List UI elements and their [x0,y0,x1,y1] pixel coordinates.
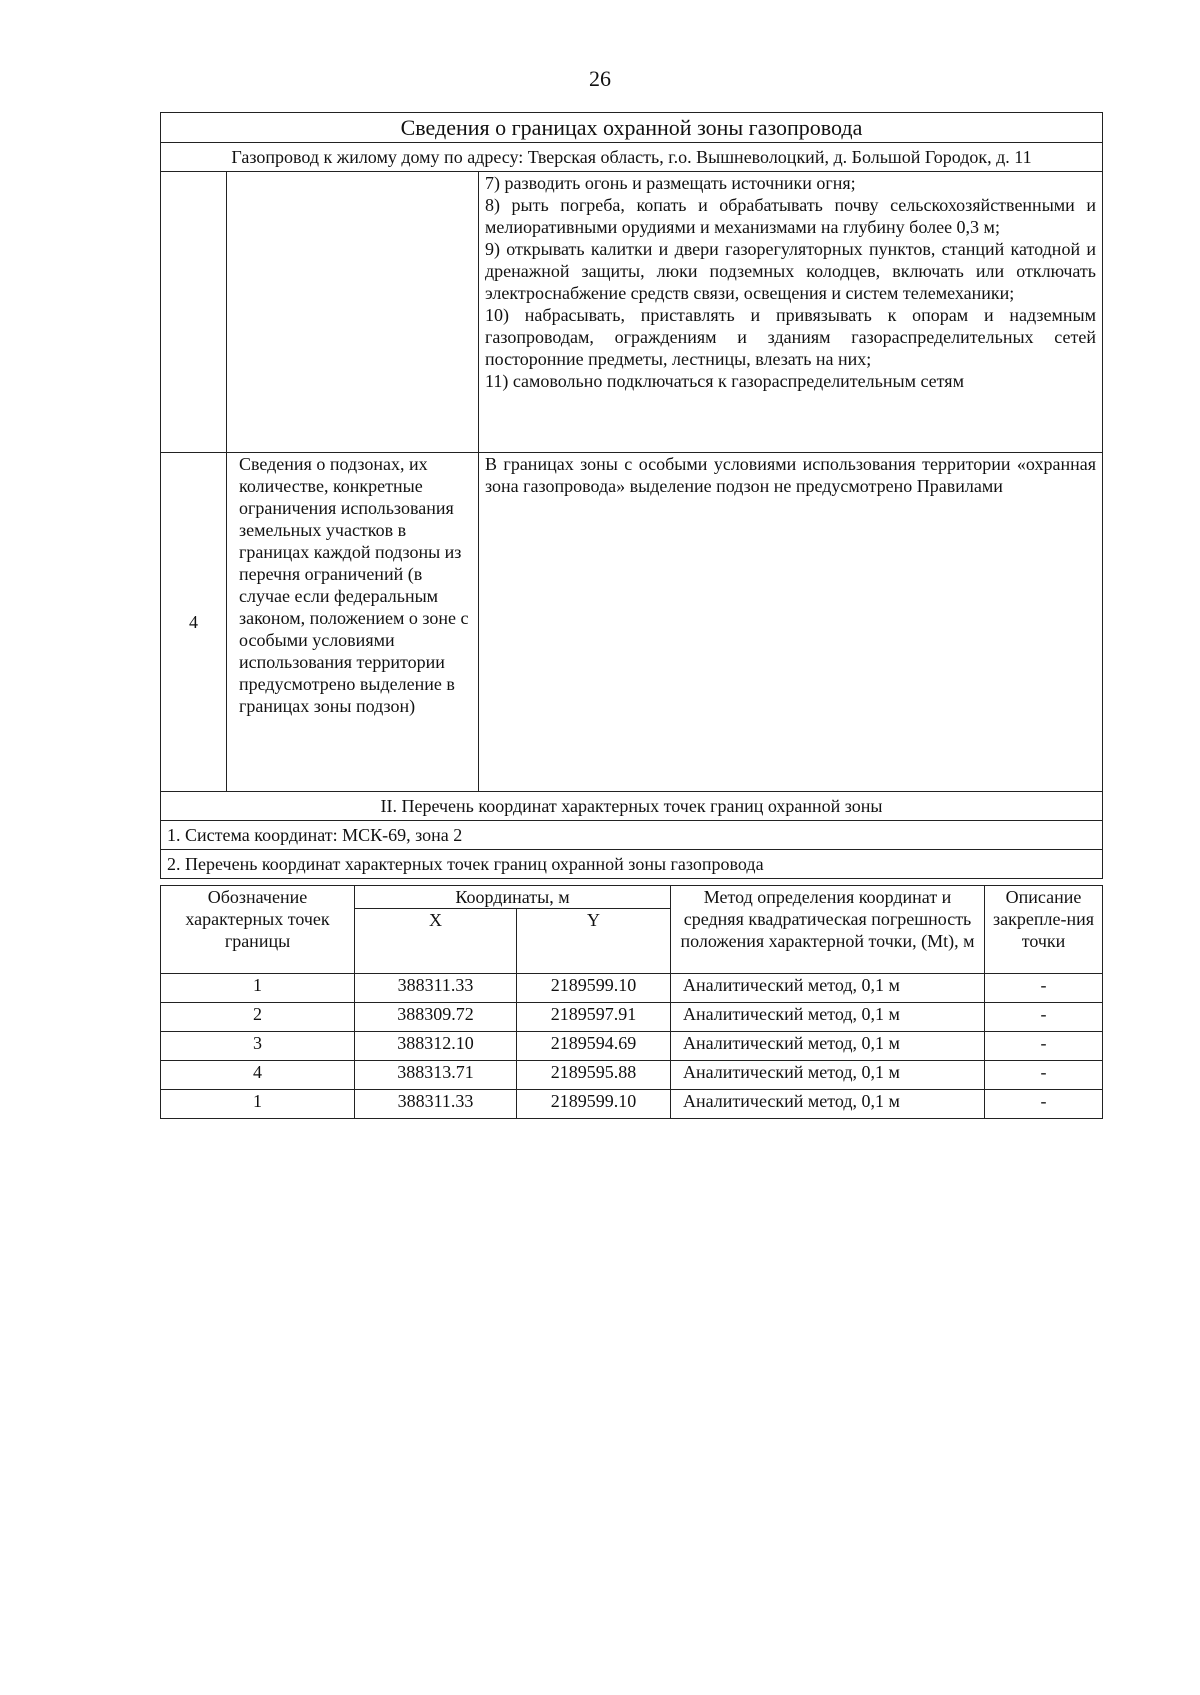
desc-cell: - [985,1090,1103,1119]
y-cell: 2189599.10 [517,974,671,1003]
page-number: 26 [589,66,611,91]
point-cell: 2 [161,1003,355,1032]
method-cell: Аналитический метод, 0,1 м [671,1003,985,1032]
desc-cell: - [985,974,1103,1003]
subtitle-row [161,143,1103,172]
restriction-item: 8) рыть погреба, копать и обрабатывать почву сельскохозяйственными и мелиоративными орудиями и механизмами на глубину более 0,3 м; [485,195,1096,237]
point-cell: 1 [161,974,355,1003]
method-cell: Аналитический метод, 0,1 м [671,974,985,1003]
method-cell: Аналитический метод, 0,1 м [671,1090,985,1119]
col-y-header: Y [517,909,671,974]
restrictions-cell [479,172,1103,453]
method-cell: Аналитический метод, 0,1 м [671,1061,985,1090]
coord-system-row [161,821,1103,850]
col-coords-header: Координаты, м [355,886,671,909]
x-cell: 388311.33 [355,974,517,1003]
col-designation-header: Обозначение характерных точек границы [161,886,355,974]
x-cell: 388311.33 [355,1090,517,1119]
section2-heading: II. Перечень координат характерных точек границ охранной зоны [161,792,1103,821]
subzones-label: Сведения о подзонах, их количестве, конкретные ограничения использования земельных участков в границах каждой подзоны из перечня ограничений (в случае если федеральным законом, положением о зоне с особыми условиями использования территории предусмотрено выделение в границах зоны подзон) [227,453,479,792]
point-cell: 1 [161,1090,355,1119]
point-cell: 4 [161,1061,355,1090]
y-cell: 2189594.69 [517,1032,671,1061]
restriction-item: 10) набрасывать, приставлять и привязывать к опорам и надземным газопроводам, ограждениям и зданиям газораспределительных сетей посторонние предметы, лестницы, влезать на них; [485,305,1096,369]
restriction-item: 9) открывать калитки и двери газорегуляторных пунктов, станций катодной и дренажной защиты, люки подземных колодцев, включать или отключать электроснабжение средств связи, освещения и систем телемеханики; [485,239,1096,303]
table-row [161,974,1103,1003]
col-method-header: Метод определения координат и средняя квадратическая погрешность положения характерной точки, (Mt), м [671,886,985,974]
coord-system: 1. Система координат: МСК-69, зона 2 [161,821,1103,850]
row-number: 4 [161,453,227,792]
list-heading: 2. Перечень координат характерных точек границ охранной зоны газопровода [161,850,1103,879]
row-label-empty [227,172,479,453]
desc-cell: - [985,1003,1103,1032]
table-row [161,1003,1103,1032]
restriction-item: 11) самовольно подключаться к газораспределительным сетям [485,371,964,391]
row-number-empty [161,172,227,453]
point-cell: 3 [161,1032,355,1061]
zone-info-table [160,112,1103,879]
restrictions-row [161,172,1103,453]
col-x-header: X [355,909,517,974]
x-cell: 388313.71 [355,1061,517,1090]
y-cell: 2189599.10 [517,1090,671,1119]
subzones-value: В границах зоны с особыми условиями использования территории «охранная зона газопровода» выделение подзон не предусмотрено Правилами [479,453,1103,792]
method-cell: Аналитический метод, 0,1 м [671,1032,985,1061]
table-row [161,1090,1103,1119]
title-row [161,113,1103,143]
desc-cell: - [985,1061,1103,1090]
restriction-item: 7) разводить огонь и размещать источники огня; [485,173,856,193]
coordinates-table [160,885,1103,1119]
desc-cell: - [985,1032,1103,1061]
table-row [161,1032,1103,1061]
section2-heading-row [161,792,1103,821]
y-cell: 2189595.88 [517,1061,671,1090]
table-subtitle: Газопровод к жилому дому по адресу: Тверская область, г.о. Вышневолоцкий, д. Большой Городок, д. 11 [161,143,1103,172]
subzones-row [161,453,1103,792]
x-cell: 388312.10 [355,1032,517,1061]
y-cell: 2189597.91 [517,1003,671,1032]
x-cell: 388309.72 [355,1003,517,1032]
coord-header-row [161,886,1103,909]
col-description-header: Описание закрепле-ния точки [985,886,1103,974]
table-row [161,1061,1103,1090]
table-title: Сведения о границах охранной зоны газопровода [161,113,1103,143]
list-heading-row [161,850,1103,879]
